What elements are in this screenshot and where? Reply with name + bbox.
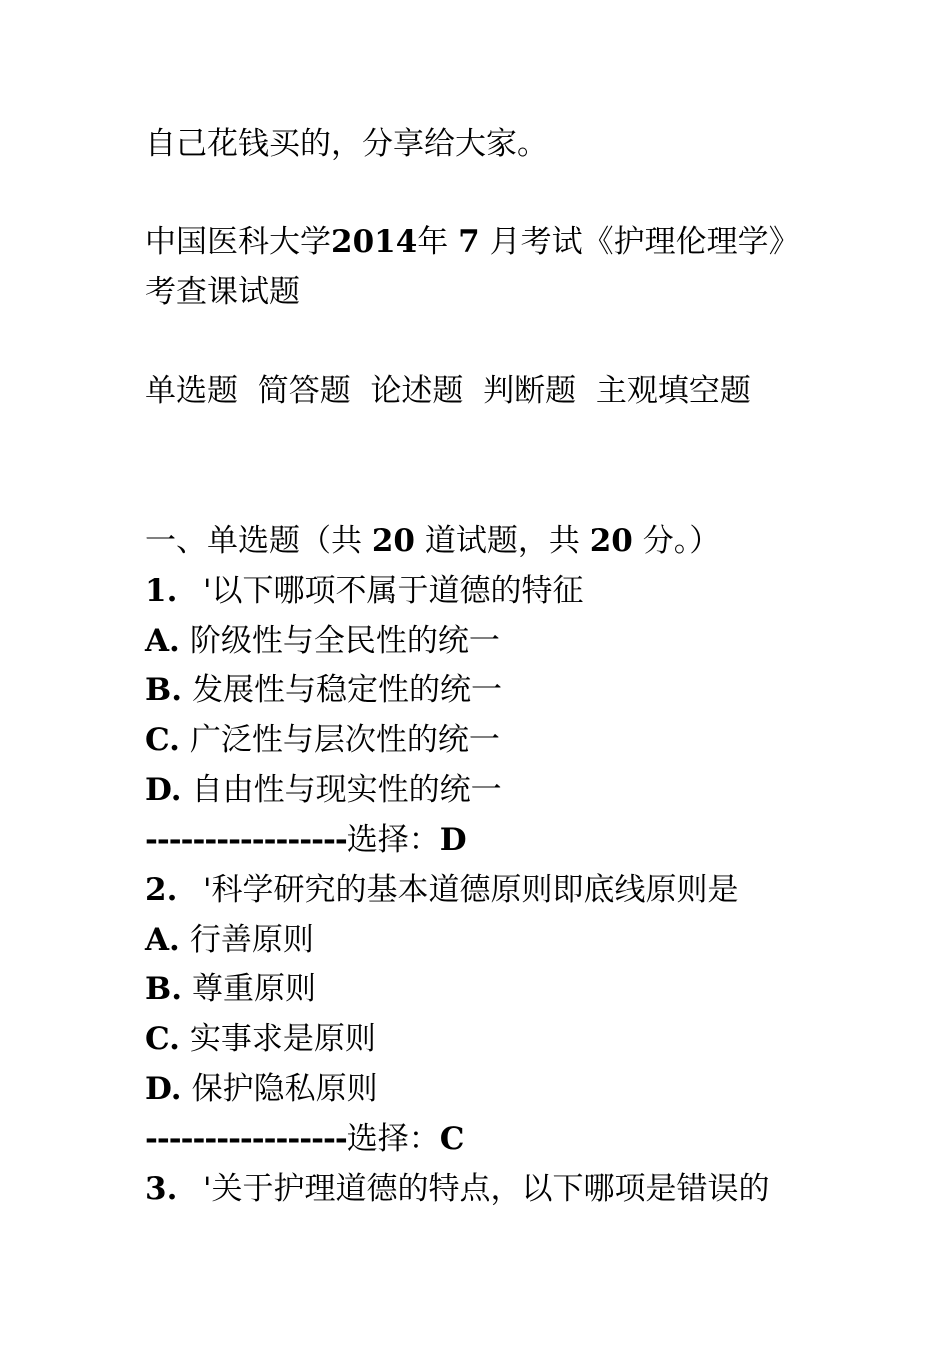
- title-month: 7: [458, 224, 480, 260]
- section-prefix: 一、单选题（共: [145, 523, 362, 559]
- question-types: [145, 371, 751, 411]
- question-type-item: 论述题: [370, 373, 464, 409]
- question-2: [145, 870, 739, 910]
- answer-line: [145, 1119, 464, 1159]
- option-text: 尊重原则: [192, 971, 316, 1007]
- title-year-suffix: 年: [417, 224, 449, 260]
- question-text: '科学研究的基本道德原则即底线原则是: [203, 872, 739, 908]
- option-b: [145, 969, 316, 1009]
- answer-label: 选择：: [346, 822, 440, 858]
- question-3: [145, 1169, 770, 1209]
- option-label: D.: [145, 772, 182, 808]
- option-label: B.: [145, 672, 182, 708]
- option-label: D.: [145, 1071, 182, 1107]
- answer-dashes: -----------------: [145, 822, 347, 858]
- answer-label: 选择：: [346, 1121, 440, 1157]
- question-1: [145, 571, 584, 611]
- option-d: [145, 1069, 378, 1109]
- answer-value: D: [439, 822, 467, 858]
- option-label: A.: [145, 623, 180, 659]
- option-text: 保护隐私原则: [191, 1071, 378, 1107]
- option-text: 广泛性与层次性的统一: [189, 722, 500, 758]
- option-text: 发展性与稳定性的统一: [192, 672, 502, 708]
- section-suffix: 分。）: [642, 523, 721, 559]
- section-score: 20: [589, 523, 633, 559]
- option-label: A.: [145, 922, 180, 958]
- question-type-item: 判断题: [483, 373, 577, 409]
- option-b: [145, 670, 502, 710]
- section-mid: 道试题，共: [424, 523, 580, 559]
- title-line-2: 考查课试题: [145, 274, 300, 310]
- intro-text: 自己花钱买的，分享给大家。: [145, 126, 548, 162]
- option-text: 行善原则: [189, 922, 314, 958]
- question-type-item: 单选题: [145, 373, 238, 409]
- option-a: [145, 621, 500, 661]
- title-line-1: [145, 222, 800, 262]
- question-number: 1.: [145, 573, 178, 609]
- section-heading: [145, 521, 720, 561]
- option-d: [145, 770, 502, 810]
- title-suffix: 月考试《护理伦理学》: [489, 224, 800, 260]
- title-prefix: 中国医科大学: [145, 224, 331, 260]
- section-count: 20: [371, 523, 415, 559]
- option-text: 阶级性与全民性的统一: [189, 623, 500, 659]
- question-type-item: 主观填空题: [595, 373, 751, 409]
- option-label: C.: [145, 722, 180, 758]
- option-text: 实事求是原则: [189, 1021, 376, 1057]
- option-c: [145, 1019, 376, 1059]
- answer-value: C: [439, 1121, 465, 1157]
- option-a: [145, 920, 314, 960]
- question-number: 3.: [145, 1171, 178, 1207]
- option-c: [145, 720, 500, 760]
- title-year: 2014: [331, 224, 418, 260]
- answer-dashes: -----------------: [145, 1121, 347, 1157]
- option-text: 自由性与现实性的统一: [191, 772, 502, 808]
- option-label: B.: [145, 971, 182, 1007]
- answer-line: [145, 820, 467, 860]
- question-text: '关于护理道德的特点，以下哪项是错误的: [203, 1171, 770, 1207]
- option-label: C.: [145, 1021, 180, 1057]
- question-number: 2.: [145, 872, 178, 908]
- question-text: '以下哪项不属于道德的特征: [203, 573, 584, 609]
- question-type-item: 简答题: [257, 373, 351, 409]
